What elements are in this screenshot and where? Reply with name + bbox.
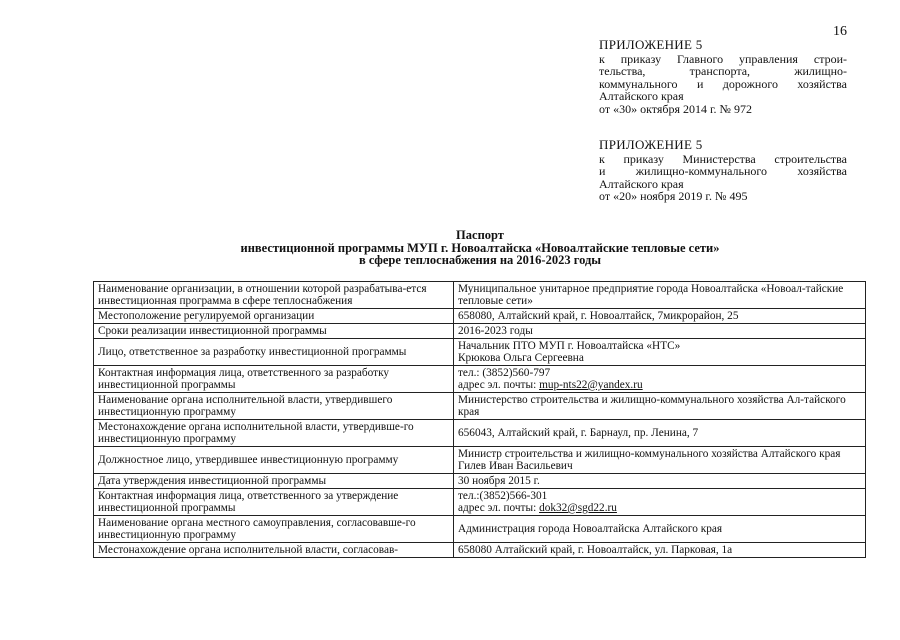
contact-phone: тел.: (3852)560-797 [458, 367, 551, 379]
row-value: Администрация города Новоалтайска Алтайского края [454, 516, 866, 543]
row-label: Наименование органа исполнительной власти, утвердившего инвестиционную программу [94, 393, 454, 420]
row-label: Сроки реализации инвестиционной программы [94, 324, 454, 339]
row-value: Министр строительства и жилищно-коммунального хозяйства Алтайского края Гилев Иван Васильевич [454, 447, 866, 474]
contact-phone: тел.:(3852)566-301 [458, 490, 548, 502]
appendix-line: тельства, транспорта, жилищно- [599, 64, 847, 78]
appendix-line: Алтайского края [599, 89, 684, 103]
table-row [94, 339, 866, 366]
row-label: Дата утверждения инвестиционной программы [94, 474, 454, 489]
table-row [94, 324, 866, 339]
table-row [94, 393, 866, 420]
appendix-line: к приказу Главного управления строи- [599, 51, 847, 66]
row-value: 656043, Алтайский край, г. Барнаул, пр. Ленина, 7 [454, 420, 866, 447]
row-label: Местоположение регулируемой организации [94, 309, 454, 324]
table-row [94, 447, 866, 474]
table-row [94, 309, 866, 324]
appendix-heading: ПРИЛОЖЕНИЕ 5 [599, 137, 703, 152]
email-link[interactable]: dok32@sgd22.ru [539, 502, 617, 514]
contact-email [458, 379, 862, 391]
row-label: Контактная информация лица, ответственного за утверждение инвестиционной программы [94, 489, 454, 516]
table-row [94, 516, 866, 543]
appendix-order-date: от «30» октября 2014 г. № 972 [599, 101, 753, 116]
title-line-passport: Паспорт [456, 228, 504, 242]
table-row [94, 420, 866, 447]
row-value: 30 ноября 2015 г. [454, 474, 866, 489]
email-prefix: адрес эл. почты: [458, 379, 540, 391]
row-label: Местонахождение органа исполнительной власти, согласовав- [94, 543, 454, 558]
row-label: Наименование организации, в отношении которой разрабатыва-ется инвестиционная программа в сфере теплоснабжения [94, 282, 454, 309]
row-label: Контактная информация лица, ответственного за разработку инвестиционной программы [94, 366, 454, 393]
row-value: Муниципальное унитарное предприятие города Новоалтайска «Новоал-тайские тепловые сети» [454, 282, 866, 309]
row-value [454, 366, 866, 393]
row-label: Местонахождение органа исполнительной власти, утвердивше-го инвестиционную программу [94, 420, 454, 447]
appendix-line: коммунального и дорожного хозяйства [599, 76, 847, 91]
appendix-line: к приказу Министерства строительства [599, 151, 847, 166]
row-value: 658080, Алтайский край, г. Новоалтайск, 7микрорайон, 25 [454, 309, 866, 324]
table-row [94, 543, 866, 558]
row-value: 2016-2023 годы [454, 324, 866, 339]
row-value [454, 339, 866, 366]
contact-email [458, 502, 862, 514]
row-value [454, 489, 866, 516]
appendix-block-2014 [599, 39, 847, 115]
responsible-position: Начальник ПТО МУП г. Новоалтайска «НТС» [458, 340, 681, 352]
title-line-program: инвестиционной программы МУП г. Новоалтайска «Новоалтайские тепловые сети» [240, 240, 720, 255]
row-label: Наименование органа местного самоуправления, согласовавше-го инвестиционную программу [94, 516, 454, 543]
appendix-line: и жилищно-коммунального хозяйства [599, 164, 847, 178]
row-label: Должностное лицо, утвердившее инвестиционную программу [94, 447, 454, 474]
appendix-block-2019 [599, 139, 847, 203]
title-line-scope: в сфере теплоснабжения на 2016-2023 годы [358, 253, 602, 267]
row-value: Министерство строительства и жилищно-коммунального хозяйства Ал-тайского края [454, 393, 866, 420]
appendix-order-date: от «20» ноября 2019 г. № 495 [599, 189, 748, 203]
row-value: 658080 Алтайский край, г. Новоалтайск, ул. Парковая, 1а [454, 543, 866, 558]
page-number: 16 [833, 24, 847, 39]
table-row [94, 474, 866, 489]
document-title [100, 229, 860, 267]
email-link[interactable]: mup-nts22@yandex.ru [539, 379, 643, 391]
table-row [94, 366, 866, 393]
responsible-name: Крюкова Ольга Сергеевна [458, 352, 584, 364]
table-row [94, 282, 866, 309]
table-row [94, 489, 866, 516]
email-prefix: адрес эл. почты: [458, 502, 540, 514]
row-label: Лицо, ответственное за разработку инвестиционной программы [94, 339, 454, 366]
appendix-line: Алтайского края [599, 176, 684, 191]
appendix-heading: ПРИЛОЖЕНИЕ 5 [599, 37, 703, 52]
passport-table [93, 281, 866, 558]
